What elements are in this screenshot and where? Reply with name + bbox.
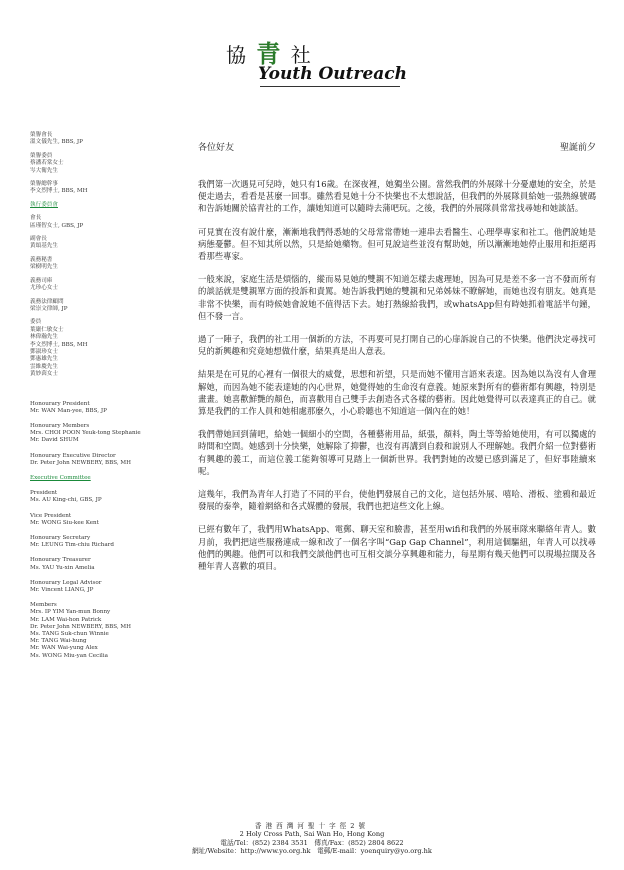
committee-cn-line: 委員: [30, 319, 42, 326]
letter-paragraph: 結果是在可見的心裡有一個很大的威覺，思想和祈望，只是而她不懂用言語來表達。因為她以為沒有人會理解她，而因為她不能表達她的內心世界，她覺得她的生命沒有意義。她原來對所有的藝術都有興趣，特別是畫畫。她喜歡鮮艷的顏色，而喜歡用自己雙手去創造各式各樣的藝術。因此她覺得可以表達真正的自己。就算是我們的工作人員和她相處那麼久，小心聆聽也不知道這一個內在的她！: [198, 369, 596, 417]
committee-cn-line: 葉嚴仁敏女士: [30, 326, 64, 333]
committee-cn-group: [30, 278, 168, 293]
committee-en-line: Honourary Legal Advisor: [30, 579, 102, 586]
committee-en-line: Ms. YAU Yu-xin Amelia: [30, 564, 95, 571]
letter-paragraph: 過了一陣子，我們的社工用一個新的方法，不再要可見打開自己的心扉訴說自己的不快樂。他們決定尋找可兒的新興趣和究竟她想做什麼，結果真是出人意表。: [198, 334, 596, 357]
logo-char-2: 青: [256, 39, 283, 68]
committee-en-line: Ms. TANG Suk-chun Winnie: [30, 631, 109, 638]
footer-address-en: 2 Holy Cross Path, Sai Wan Ho, Hong Kong: [239, 830, 385, 839]
committee-cn-group: [30, 319, 168, 378]
committee-cn-group: [30, 181, 168, 196]
committee-en-line: Mrs. IP YIM Yan-mun Bonny: [30, 609, 111, 616]
letter-paragraphs: [198, 178, 596, 572]
committee-cn-line: 鄧淑珍女士: [30, 348, 58, 355]
committee-cn-line: 榮譽委員: [30, 152, 53, 159]
committee-cn-group: [30, 236, 168, 251]
committee-cn-line: 雲維慶先生: [30, 363, 58, 370]
committee-cn-line: 義務法律顧問: [30, 298, 64, 305]
committee-en-line: Mr. LEUNG Tim-chiu Richard: [30, 542, 114, 549]
committee-en-line: Mr. Vincent LIANG, JP: [30, 587, 94, 594]
committee-cn-line: 副會長: [30, 236, 47, 243]
committee-cn-line: 執行委員會: [30, 201, 58, 208]
committee-en-line: Mrs. CHOI POON Yeuk-tong Stephanie: [30, 430, 141, 437]
committee-en-line: Ms. WONG Miu-yan Cecilia: [30, 652, 108, 659]
letter-paragraph: 一般來說，家庭生活是煩惱的，縱而易見她的雙親不知道怎樣去處理她，因為可見是差不多一言不發而所有的談話就是雙親單方面的投訴和責罵。她告訴我們她的雙親和兄弟姊妹不瞭解她，而她也沒有朋友。她真是非常不快樂，而有時候她會說她不值得活下去。她打熱線給我們，或whatsApp但有時她抓着電話半句鐘，但不發一言。: [198, 274, 596, 321]
committee-en-line: Dr. Peter John NEWBERY, BBS, MH: [30, 459, 132, 466]
committee-cn-line: 鄧惠雄先生: [30, 356, 58, 363]
committee-cn-group: [30, 202, 168, 209]
committee-cn-line: 李文烈博士, BBS, MH: [30, 341, 88, 348]
footer-address-cn: 香港西灣河聖十字徑2號: [254, 822, 370, 830]
committee-en-line: Dr. Peter John NEWBERY, BBS, MH: [30, 623, 132, 630]
committee-en-line: Members: [30, 602, 57, 609]
committee-cn-group: [30, 257, 168, 272]
logo-underline: [260, 86, 400, 87]
committee-cn-line: 會長: [30, 215, 42, 222]
youth-outreach-logo: [226, 34, 416, 94]
committee-cn-line: 區瑾智女士, GBS, JP: [30, 222, 84, 229]
committee-cn-line: 義務秘書: [30, 256, 53, 263]
committee-cn-line: 林偉瀚先生: [30, 334, 58, 341]
committee-english-list: [30, 401, 168, 660]
committee-en-line: Executive Committee: [30, 474, 91, 481]
logo-char-1: 協: [226, 43, 248, 67]
letter-paragraph: 我們第一次遇見可兒時，她只有16歲。在深夜裡，她獨坐公園。當然我們的外展隊十分憂慮她的安全，於是便走過去，看看是甚麼一回事。雖然看見她十分不快樂也不太想說話，但我們的外展隊員給她一張熱線號碼和告訴她關於協青社的工作，讓她知道可以隨時去蒲吧玩。之後，我們的外展隊員常常找尋她和她談話。: [198, 179, 596, 214]
letter-footer: [0, 822, 624, 856]
sidebar-gap: [30, 385, 168, 401]
committee-cn-line: 蔡潘若棠女士: [30, 160, 64, 167]
committee-en-group: [30, 401, 168, 415]
committee-en-line: Mr. TANG Wai-hung: [30, 638, 87, 645]
letter-occasion: 聖誕前夕: [559, 143, 596, 153]
committee-sidebar: [30, 132, 168, 668]
committee-en-line: Mr. WAN Man-yee, BBS, JP: [30, 407, 107, 414]
committee-en-group: [30, 423, 168, 445]
committee-cn-line: 榮譽會長: [30, 132, 53, 138]
logo-english-name: Youth Outreach: [258, 64, 408, 84]
committee-cn-group: [30, 299, 168, 314]
committee-en-line: President: [30, 490, 58, 497]
committee-cn-group: [30, 153, 168, 175]
letter-header-row: [198, 140, 596, 158]
committee-cn-group: [30, 132, 168, 147]
footer-web-email: 網址/Website：http://www.yo.org.hk 電郵/E-mail：yoenquiry@yo.org.hk: [192, 847, 432, 856]
committee-cn-line: 梁樹明先生: [30, 264, 58, 271]
committee-cn-line: 溫文儀先生, BBS, JP: [30, 139, 83, 146]
committee-en-line: Mr. WAN Wai-yung Alex: [30, 645, 98, 652]
committee-cn-line: 黃頌基先生: [30, 243, 58, 250]
committee-en-line: Honourary Executive Director: [30, 452, 116, 459]
committee-en-line: Honourary Treasurer: [30, 557, 91, 564]
letter-greeting: 各位好友: [198, 143, 235, 153]
committee-en-line: Vice President: [30, 512, 72, 519]
committee-cn-line: 岑大衛先生: [30, 167, 58, 174]
committee-en-line: Mr. WONG Siu-kee Kent: [30, 519, 99, 526]
committee-en-group: [30, 475, 168, 482]
committee-en-group: [30, 490, 168, 504]
letter-paragraph: 這幾年，我們為青年人打造了不同的平台，使他們發展自己的文化，這包括外展、嘻哈、滑板、塗鴉和最近發展的泰拳，隨着網絡和各式媒體的發展，我們也把這些文化上線。: [198, 489, 596, 512]
committee-cn-line: 李文烈博士, BBS, MH: [30, 188, 88, 195]
footer-phone-fax: 電話/Tel：(852) 2384 3531 傳真/Fax：(852) 2804 8622: [220, 838, 404, 847]
committee-cn-line: 黃妙茵女士: [30, 371, 58, 378]
logo-char-3: 社: [290, 43, 313, 67]
letter-paragraph: 已經有數年了，我們用WhatsApp、電郵、聊天室和臉書，甚至用wifi和我們的外展車隊來聯絡年青人。數月前，我們把這些服務連成一線和改了一個名字叫“Gap Gap Channel”，利用這個驅紐，年青人可以找尋他們的興趣。他們可以和我們交談他們也可互相交談分享興趣和能力，每星期有幾天他們可以現場拉闊及各種年青人喜歡的項目。: [198, 524, 596, 572]
letter-paragraph: 我們帶她回到蒲吧，給她一個細小的空間，各種藝術用品，紙張，顏料，陶土等等給她使用，有可以獨處的時間和空間。她感到十分快樂，她解除了抑鬱，也沒有再講到自殺和說別人不理解她。我們介紹一位對藝術有興趣的義工，而這位義工能夠領導可見踏上一個新世界。我們對她的改變已感到滿足了，但好事陸續來呢。: [198, 429, 596, 476]
committee-cn-group: [30, 215, 168, 230]
committee-en-line: Honourary Secretary: [30, 535, 91, 541]
committee-en-group: [30, 513, 168, 527]
committee-en-line: Honourary Members: [30, 422, 90, 429]
committee-en-group: [30, 602, 168, 660]
committee-cn-line: 榮譽總幹事: [30, 181, 58, 188]
committee-en-group: [30, 580, 168, 594]
committee-en-line: Honourary President: [30, 400, 90, 407]
committee-en-line: Mr. LAM Wai-hon Patrick: [30, 616, 102, 623]
committee-cn-line: 梁崇文律師, JP: [30, 305, 68, 312]
committee-en-group: [30, 557, 168, 571]
committee-en-line: Mr. David SHUM: [30, 437, 79, 444]
letter-paragraph: 可見實在沒有說什麼，漸漸地我們得悉她的父母常常帶她一連串去看醫生、心理學專家和社工。他們說她是病態憂鬱。但不知其所以然，只是給她藥物。但可見說這些並沒有幫助她，所以漸漸地她停止服用和拒絕再看那些專家。: [198, 226, 596, 262]
letter-body: [198, 140, 596, 583]
committee-cn-line: 尤珍心女士: [30, 285, 58, 292]
committee-cn-line: 義務司庫: [30, 277, 53, 284]
committee-en-group: [30, 453, 168, 467]
committee-en-group: [30, 535, 168, 549]
committee-en-line: Ms. AU King-chi, GBS, JP: [30, 497, 102, 504]
committee-chinese-list: [30, 132, 168, 379]
